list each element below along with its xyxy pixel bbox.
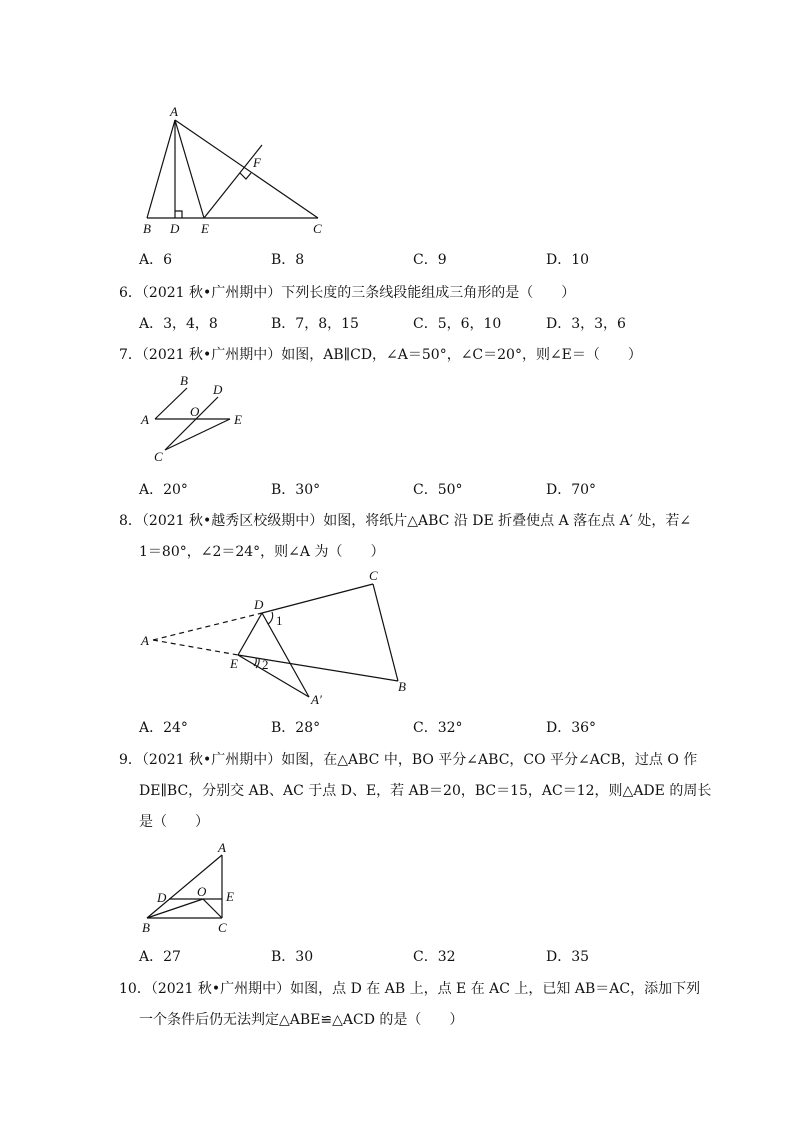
q6-option-b[interactable]: B．7，8，15 [271,316,359,332]
q8-stem-line2: 1＝80°，∠2＝24°，则∠A 为（ ） [139,544,385,560]
q8-label-b: B [398,679,406,694]
q5-label-e: E [201,221,209,236]
q5-label-c: C [313,221,322,236]
q5-option-b[interactable]: B．8 [271,252,305,268]
q5-label-b: B [143,221,151,236]
q8-option-b[interactable]: B．28° [271,720,321,736]
q5-label-d: D [170,221,180,236]
q6-option-a[interactable]: A．3，4，8 [139,316,218,332]
q5-option-a[interactable]: A．6 [139,252,173,268]
q9-label-b: B [142,920,150,935]
q6-option-c[interactable]: C．5，6，10 [413,316,502,332]
q8-option-d[interactable]: D．36° [546,720,597,736]
q8-label-d: D [254,597,264,612]
q7-option-a[interactable]: A．20° [139,482,188,498]
q7-option-b[interactable]: B．30° [271,482,321,498]
q9-stem-line1: 9．（2021 秋•广州期中）如图，在△ABC 中，BO 平分∠ABC，CO 平分∠ACB，过点 O 作 [119,752,698,768]
q9-label-e: E [226,889,234,904]
q7-label-b: B [180,373,188,388]
q9-label-d: D [157,890,167,905]
q5-label-a: A [170,104,178,119]
q10-stem-line2: 一个条件后仍无法判定△ABE≌△ACD 的是（ ） [139,1012,464,1028]
q7-option-d[interactable]: D．70° [546,482,597,498]
q8-label-e: E [230,656,238,671]
q6-option-d[interactable]: D．3，3，6 [546,316,626,332]
q10-stem-line1: 10．（2021 秋•广州期中）如图，点 D 在 AB 上，点 E 在 AC 上，已知 AB＝AC，添加下列 [119,981,701,997]
q8-label-2: 2 [262,657,269,672]
q8-option-c[interactable]: C．32° [413,720,463,736]
q7-label-c: C [154,449,163,464]
q7-option-c[interactable]: C．50° [413,482,463,498]
q7-label-e: E [234,412,242,427]
q7-stem: 7．（2021 秋•广州期中）如图，AB∥CD，∠A＝50°，∠C＝20°，则∠E＝（ ） [119,347,642,363]
q8-stem-line1: 8．（2021 秋•越秀区校级期中）如图，将纸片△ABC 沿 DE 折叠使点 A 落在点 A′ 处，若∠ [119,513,692,529]
q9-stem-line2: DE∥BC，分别交 AB、AC 于点 D、E，若 AB＝20，BC＝15，AC＝12，则△ADE 的周长 [139,783,712,799]
q7-label-o: O [190,404,200,419]
q9-label-c: C [218,920,227,935]
q7-label-d: D [213,382,223,397]
q5-option-d[interactable]: D．10 [546,252,590,268]
q9-option-d[interactable]: D．35 [546,949,590,965]
q8-label-a-prime: A′ [311,692,322,707]
q9-label-o: O [197,884,207,899]
q5-label-f: F [253,155,261,170]
q9-label-a: A [218,840,226,855]
q8-label-a: A [141,633,149,648]
q9-stem-line3: 是（ ） [139,814,209,830]
q5-option-c[interactable]: C．9 [413,252,447,268]
q8-label-1: 1 [276,613,283,628]
q9-option-b[interactable]: B．30 [271,949,314,965]
q9-option-c[interactable]: C．32 [413,949,456,965]
q8-option-a[interactable]: A．24° [139,720,188,736]
q6-stem: 6．（2021 秋•广州期中）下列长度的三条线段能组成三角形的是（ ） [119,285,576,301]
q8-label-c: C [369,568,378,583]
q9-option-a[interactable]: A．27 [139,949,181,965]
q7-label-a: A [141,412,149,427]
